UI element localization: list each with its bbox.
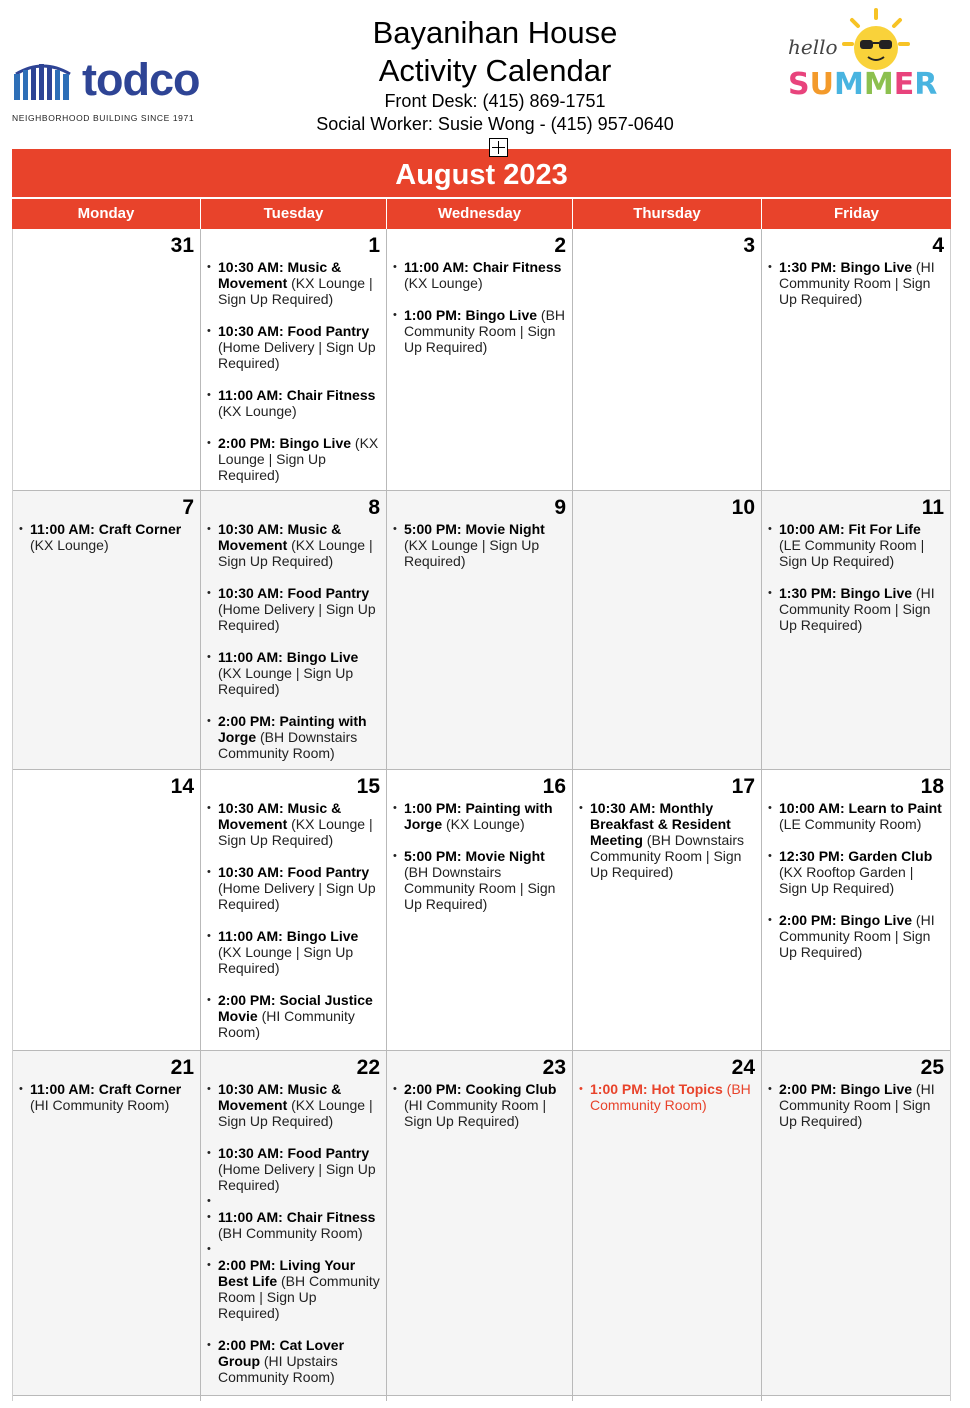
event-item	[218, 259, 380, 307]
event-time-title: 2:00 PM: Cooking Club	[404, 1081, 557, 1097]
event-item	[218, 1145, 380, 1193]
day-number: 8	[368, 496, 380, 519]
day-number: 23	[542, 1056, 566, 1079]
event-item	[218, 864, 380, 912]
event-list	[768, 800, 944, 960]
day-number: 11	[921, 496, 944, 519]
day-number: 16	[542, 775, 566, 798]
event-time-title: 11:00 AM: Chair Fitness	[218, 1209, 376, 1225]
event-time-title: 11:00 AM: Chair Fitness	[218, 387, 376, 403]
event-time-title: 1:00 PM: Painting with Jorge	[404, 800, 553, 832]
event-location: (Home Delivery | Sign Up Required)	[218, 339, 376, 371]
month-title: August 2023	[12, 149, 951, 197]
logo-wordmark: todco	[82, 54, 200, 105]
weekday-label: Thursday	[572, 199, 761, 229]
event-time-title: 2:00 PM: Cat Lover Group	[218, 1337, 345, 1369]
summer-text: SUMMER	[788, 67, 938, 102]
event-location: (Home Delivery | Sign Up Required)	[218, 880, 376, 912]
event-item	[404, 848, 566, 912]
event-list	[579, 1081, 755, 1113]
hello-summer-graphic	[786, 8, 938, 108]
event-list	[19, 521, 194, 553]
day-number: 1	[368, 234, 380, 257]
day-number: 25	[920, 1056, 944, 1079]
event-location: (KX Lounge)	[404, 275, 483, 291]
day-cell	[386, 770, 572, 1056]
event-list	[393, 259, 566, 355]
day-number: 14	[170, 775, 194, 798]
event-item	[218, 323, 380, 371]
event-item	[218, 928, 380, 976]
event-time-title: 10:30 AM: Music & Movement	[218, 521, 342, 553]
event-item	[779, 585, 944, 633]
event-list	[207, 521, 380, 761]
event-item	[218, 649, 380, 697]
event-list	[768, 259, 944, 307]
event-location: (KX Lounge | Sign Up Required)	[218, 816, 373, 848]
event-location: (HI Community Room | Sign Up Required)	[779, 585, 935, 633]
event-list	[393, 800, 566, 912]
day-number: 4	[932, 234, 944, 257]
event-time-title: 10:30 AM: Food Pantry	[218, 864, 370, 880]
event-time-title: 11:00 AM: Craft Corner	[30, 1081, 182, 1097]
event-item	[779, 521, 944, 569]
event-item	[590, 800, 755, 880]
event-list	[393, 1081, 566, 1129]
event-item	[779, 800, 944, 832]
event-time-title: 2:00 PM: Social Justice Movie	[218, 992, 373, 1024]
event-item	[779, 1081, 944, 1129]
calendar-week	[12, 770, 951, 1051]
building-bars-icon	[12, 60, 74, 102]
page-subtitle: Activity Calendar	[378, 53, 612, 88]
event-location: (LE Community Room)	[779, 816, 922, 832]
event-location: (BH Community Room | Sign Up Required)	[218, 1273, 380, 1321]
event-item	[404, 307, 566, 355]
day-cell	[761, 1051, 951, 1401]
event-location: (KX Lounge | Sign Up Required)	[218, 665, 354, 697]
day-cell	[572, 491, 761, 777]
event-location: (BH Community Room | Sign Up Required)	[404, 307, 566, 355]
calendar-week	[12, 1051, 951, 1396]
event-time-title: 2:00 PM: Bingo Live	[779, 912, 913, 928]
calendar-week	[12, 491, 951, 770]
event-time-title: 2:00 PM: Bingo Live	[779, 1081, 913, 1097]
event-item	[404, 800, 566, 832]
event-list	[768, 521, 944, 633]
logo-tagline: NEIGHBORHOOD BUILDING SINCE 1971	[12, 113, 195, 123]
event-location: (HI Upstairs Community Room)	[218, 1353, 338, 1385]
event-location: (KX Lounge)	[218, 403, 297, 419]
event-location: (KX Rooftop Garden | Sign Up Required)	[779, 864, 914, 896]
event-time-title: 5:00 PM: Movie Night	[404, 521, 545, 537]
event-item	[218, 1209, 380, 1241]
day-cell	[12, 229, 200, 499]
day-cell	[12, 770, 200, 1056]
weekday-header	[12, 197, 951, 229]
event-item	[218, 435, 380, 483]
event-item	[779, 259, 944, 307]
event-location: (KX Lounge | Sign Up Required)	[218, 275, 373, 307]
day-number: 31	[170, 234, 194, 257]
event-time-title: 10:30 AM: Food Pantry	[218, 1145, 370, 1161]
day-cell	[200, 229, 386, 499]
event-time-title: 11:00 AM: Bingo Live	[218, 649, 359, 665]
event-item	[404, 521, 566, 569]
day-number: 2	[554, 234, 566, 257]
event-location: (KX Lounge | Sign Up Required)	[218, 435, 379, 483]
page-title: Bayanihan House	[372, 15, 618, 50]
event-location: (BH Community Room)	[218, 1225, 363, 1241]
day-cell	[386, 229, 572, 499]
calendar	[12, 149, 951, 1396]
event-location: (BH Downstairs Community Room | Sign Up Required)	[590, 832, 745, 880]
day-number: 24	[731, 1056, 755, 1079]
event-time-title: 5:00 PM: Movie Night	[404, 848, 545, 864]
event-time-title: 11:00 AM: Craft Corner	[30, 521, 182, 537]
event-time-title: 10:30 AM: Food Pantry	[218, 585, 370, 601]
event-item	[30, 521, 194, 553]
day-cell	[386, 491, 572, 777]
event-list	[19, 1081, 194, 1113]
day-cell	[12, 491, 200, 777]
day-number: 15	[356, 775, 380, 798]
event-item	[779, 912, 944, 960]
event-item	[404, 1081, 566, 1129]
event-location: (HI Community Room | Sign Up Required)	[779, 259, 935, 307]
day-number: 21	[170, 1056, 194, 1079]
event-item	[218, 1193, 380, 1209]
day-cell	[761, 491, 951, 777]
event-location: (Home Delivery | Sign Up Required)	[218, 601, 376, 633]
weekday-label: Wednesday	[386, 199, 572, 229]
event-location: (BH Downstairs Community Room)	[218, 729, 358, 761]
event-item	[218, 387, 380, 419]
event-item	[218, 1337, 380, 1385]
day-number: 10	[731, 496, 755, 519]
event-location: (Home Delivery | Sign Up Required)	[218, 1161, 376, 1193]
event-time-title: 1:00 PM: Bingo Live	[404, 307, 538, 323]
event-location: (KX Lounge)	[442, 816, 525, 832]
day-number: 9	[554, 496, 566, 519]
calendar-weeks	[12, 229, 951, 1396]
event-item	[218, 521, 380, 569]
event-item	[218, 585, 380, 633]
event-time-title: 1:00 PM: Hot Topics	[590, 1081, 723, 1097]
event-item	[218, 1241, 380, 1257]
header-titles	[250, 14, 740, 136]
weekday-label: Tuesday	[200, 199, 386, 229]
event-time-title: 10:30 AM: Music & Movement	[218, 800, 342, 832]
page-header	[0, 0, 970, 150]
event-list	[579, 800, 755, 880]
event-time-title: 10:30 AM: Music & Movement	[218, 259, 342, 291]
day-cell	[572, 229, 761, 499]
todco-logo	[12, 54, 207, 126]
event-location: (HI Community Room)	[218, 1008, 355, 1040]
sun-icon	[844, 10, 908, 70]
event-item	[218, 800, 380, 848]
event-time-title: 11:00 AM: Chair Fitness	[404, 259, 562, 275]
day-cell	[12, 1051, 200, 1401]
event-location: (KX Lounge)	[30, 537, 109, 553]
event-list	[393, 521, 566, 569]
event-time-title: 10:00 AM: Fit For Life	[779, 521, 921, 537]
front-desk-contact: Front Desk: (415) 869-1751	[384, 91, 606, 111]
day-number: 22	[356, 1056, 380, 1079]
event-location: (KX Lounge | Sign Up Required)	[218, 944, 354, 976]
event-item	[218, 1081, 380, 1129]
day-number: 7	[182, 496, 194, 519]
table-move-handle-icon[interactable]	[489, 138, 508, 157]
event-time-title: 2:00 PM: Bingo Live	[218, 435, 352, 451]
hello-text: hello	[788, 35, 838, 59]
calendar-week	[12, 229, 951, 491]
event-list	[207, 800, 380, 1040]
event-item	[218, 1257, 380, 1321]
event-time-title: 11:00 AM: Bingo Live	[218, 928, 359, 944]
event-location: (LE Community Room | Sign Up Required)	[779, 537, 925, 569]
event-time-title: 2:00 PM: Living Your Best Life	[218, 1257, 356, 1289]
day-cell	[200, 491, 386, 777]
event-location: (HI Community Room)	[30, 1097, 170, 1113]
event-location: (KX Lounge | Sign Up Required)	[218, 537, 373, 569]
event-location: (BH Community Room)	[590, 1081, 751, 1113]
event-location: (HI Community Room | Sign Up Required)	[779, 1081, 935, 1129]
event-item	[218, 992, 380, 1040]
day-cell	[572, 1051, 761, 1401]
day-cell	[200, 1051, 386, 1401]
day-cell	[761, 770, 951, 1056]
day-number: 3	[743, 234, 755, 257]
event-time-title: 2:00 PM: Painting with Jorge	[218, 713, 367, 745]
event-time-title: 10:30 AM: Food Pantry	[218, 323, 370, 339]
event-item	[218, 713, 380, 761]
day-cell	[761, 229, 951, 499]
event-item	[404, 259, 566, 291]
weekday-label: Friday	[761, 199, 951, 229]
event-location: (HI Community Room | Sign Up Required)	[779, 912, 935, 960]
weekday-label: Monday	[77, 205, 135, 222]
day-number: 18	[920, 775, 944, 798]
day-cell	[386, 1051, 572, 1401]
event-time-title: 10:00 AM: Learn to Paint	[779, 800, 942, 816]
event-time-title: 10:30 AM: Monthly Breakfast & Resident Meeting	[590, 800, 731, 848]
day-cell	[200, 770, 386, 1056]
event-time-title: 10:30 AM: Music & Movement	[218, 1081, 342, 1113]
event-location: (KX Lounge | Sign Up Required)	[218, 1097, 373, 1129]
social-worker-contact: Social Worker: Susie Wong - (415) 957-0640	[316, 114, 674, 134]
day-number: 17	[731, 775, 755, 798]
event-time-title: 1:30 PM: Bingo Live	[779, 259, 913, 275]
event-time-title: 12:30 PM: Garden Club	[779, 848, 933, 864]
event-location: (BH Downstairs Community Room | Sign Up Required)	[404, 864, 556, 912]
event-item	[590, 1081, 755, 1113]
event-item	[30, 1081, 194, 1113]
event-location: (HI Community Room | Sign Up Required)	[404, 1097, 547, 1129]
event-location: (KX Lounge | Sign Up Required)	[404, 537, 540, 569]
event-time-title: 1:30 PM: Bingo Live	[779, 585, 913, 601]
event-list	[768, 1081, 944, 1129]
event-list	[207, 259, 380, 483]
day-cell	[572, 770, 761, 1056]
event-item	[779, 848, 944, 896]
event-list	[207, 1081, 380, 1385]
